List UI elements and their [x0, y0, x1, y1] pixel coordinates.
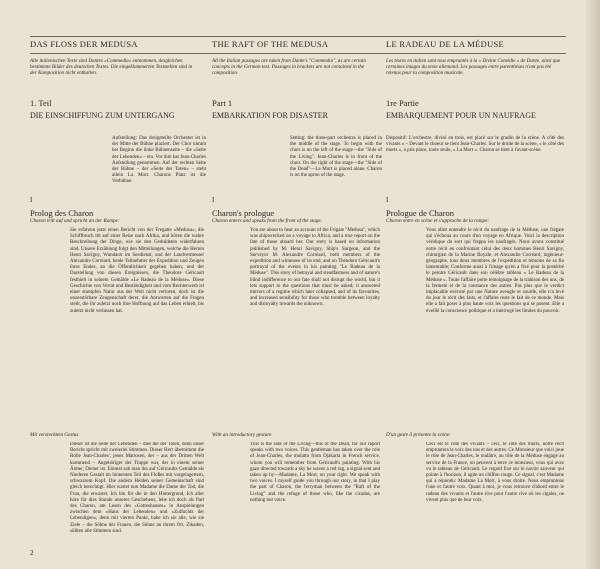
- stage-direction-english: Setting: the three-part orchestra is placed in the middle of the stage. To begin with the choir is on the left of the stage—the "Side of the Living". Jean-Charles is in front of the choir. On the right of the stage—the "Side of the Dead"—La Mort is placed alone. Charon is on the apron of the stage.: [290, 136, 382, 179]
- prologue-french-heading: [386, 208, 564, 224]
- part-label: 1re Partie: [386, 98, 419, 108]
- intro-english: All the Italian passages are taken from Dante's "Commedia", as are certain concepts in the German text. Passages in brackets are not contained in the composition.: [212, 58, 366, 77]
- page-number: 2: [30, 549, 34, 557]
- part1-german: [30, 98, 200, 120]
- page-fold-shadow: [586, 0, 600, 569]
- introduction-text-english: This is the side of the Living—this of the Dead, for our report speaks with two voices. This gentleman has taken over the role of Jean-Charles, the mulatto from Djakarta in French service, whom you will remember from Géricault's painting. With his gaze directed towards a sky he waves a red rag, a signal sent and taken up by—Madame, La Mort, on your right. We speak with two voices. I myself guide you through our story, in that I play the part of Charon, the ferryman between the "Raft of the Living" and the refuge of those who, like the cicadas, are nothing but voice.: [250, 442, 380, 503]
- section-subtitle: Charon tritt auf und spricht an der Rampe:: [30, 218, 120, 224]
- section-subtitle: Charon enters and speaks from the front of the stage.: [212, 218, 323, 224]
- part-label: 1. Teil: [30, 98, 52, 108]
- stage-direction-french: Dispositif: L'orchestre, divisé en trois, est placé sur le gradin de la scène. A côté des vivants » – Devant le choeur se tient Jean-Charles. Sur le droite de la scène, « le côté des morts », a pris place, toute seule, « La Mort ». Charon se tient à l'avant-scène.: [386, 136, 564, 154]
- part-title: DIE EINSCHIFFUNG ZUM UNTERGANG: [30, 111, 175, 120]
- prologue-text-french: Vous allez entendre le récit du naufrage de la Méduse, une frégate qui s'échoua au cours d'un voyage en Afrique. Voici la description véridique du sort qui frappa les naufragés. Nous avons constitué notre récit en confrontant celui des deux hommes Henri Savigny, chirurgien de la Marine Royale, et Alexandre Corréard, ingénieur-géographe, tous deux membres de l'expédition et témoins de sa fin lamentable; Conforme aussi à l'image qu'en a fixé pour la postérité le peintre Géricault dans son célèbre tableau « Le Radeau de la Méduse ». Toute l'affaire porte témoignage de la trahison des uns, de la fermeté et de la constance des autres. Pas plus que le verdict implacable exécuté par une Nature aveugle et sourde, elle n'a levé du jour le récit des faits, et l'affaire reste le fait de ce monde. Mais elle a fait poser à plus haute voix les questions qui se posent. Elle a éveillé la conscience politique et a interrogé les limites du pouvoir.: [426, 228, 564, 314]
- gesture-direction-english: With an introductory gesture: [212, 432, 272, 438]
- section-numeral-french: I: [386, 196, 389, 204]
- prologue-text-english: You are about to hear an account of the Frigate "Medusa", which was shipwrecked on a voyage to Africa, and a true report on the fate of those aboard her. Our story is based on information published by M. Henri Savigny, Ship's Surgeon, and the Surveyor M. Alexandre Corréard, both members of the expedition and witnesses of its end, and on Théodore Géricault's portrayal of the events in his painting "Le Radeau de la Méduse". This story of betrayal and steadfastness and of nature's blind indifference to our fate shall not disrupt the world, but it lets support to the questions that must be asked; it answered mirrors of a regime which later collapsed, and of its favourites, and increased sensibility for those who tremble between loyalty and disloyalty towards the unknown.: [250, 228, 380, 308]
- prologue-text-german: Sie erfahren jetzt einen Bericht von der Fregatte »Medusa«, die Schiffbruch litt auf einer Reise nach Afrika, und hören die wahre Beschreibung der Dinge, wie sie den Geduldeten widerfahren sind. Unsere Erzählung folgt den Mitteilungen, welche die Herren Henri Savigny, Wundarzt im Seedienst, und der Landvermesser Alexandre Corréard, beide Teilnehmer der Expedition und Zeugen ihres Endes, an die Öffentlichkeit gegeben haben, und der Darstellung von diesen Ereignissen, die Théodore Géricault festhielt in seinem Gemälde »Le Radeau de la Méduse«. Diese Geschichte von Verrat und Beständigkeit und vom Rechterwerb ist einer stumpfen Natur aus der Welt nicht verloren, doch ist die unzerstörbare Zeugenschaft derer, die Antworten auf die Fragen stellt, die ihr zuletzt noch ihre Hoffnung auf das Leben erhielt, bis zuletzt nicht verlassen hat.: [70, 228, 204, 314]
- part1-french: [386, 98, 564, 120]
- section-numeral-german: I: [30, 196, 33, 204]
- part-title: EMBARQUEMENT POUR UN NAUFRAGE: [386, 111, 536, 120]
- section-title: Prologue de Charon: [386, 208, 454, 218]
- title-german: DAS FLOSS DER MEDUSA: [30, 39, 138, 49]
- stage-direction-german: Aufstellung: Das dreigeteilte Orchester ist in der Mitte der Bühne plaziert. Der Chor nimmt bei Beginn die linke Bühnenseite – die »Seite der Lebenden« – ein. Vor ihm hat Jean-Charles Aufstellung genommen. Auf der rechten Seite der Bühne – der »Seite der Toten« – steht allein La Mort. Charons Platz ist die Vorbühne.: [112, 136, 206, 185]
- title-english: THE RAFT OF THE MEDUSA: [212, 39, 329, 49]
- title-french: LE RADEAU DE LA MÉDUSE: [386, 39, 505, 49]
- part-label: Part 1: [212, 98, 233, 108]
- prologue-german-heading: [30, 208, 200, 224]
- section-subtitle: Charon entre en scène et s'approche de la rampe:: [386, 218, 490, 224]
- header-rule-bottom: [30, 53, 566, 54]
- intro-german: Alle italienischen Texte sind Dantes »Commedia« entnommen, desgleichen bestimmte Bilder des deutschen Textes. Die eingeklammerten Textstellen sind in der Komposition nicht enthalten.: [30, 58, 193, 77]
- intro-french: Les textes en italien sont tous empruntés à la « Divine Comédie » de Dante, ainsi que certaines images du texte allemand. Les passages entre parenthèses n'ont pas été retenus pour la composition musicale.: [386, 58, 561, 77]
- introduction-text-german: Dieser ist die Seite der Lebenden – dies die der Toten, denn unser Bericht spricht mit zweierlei Stimmen. Dieser Herr übernimmt die Rolle Jean-Charles', jenes Matrosen, der – aus der Dritten Welt kommend – Angehöriger der Truppe war, der in einem seiner Ämter, Diener ist. Einmal sah man ihn auf Géricaults Gemälde als Niederen Gestalt im hintersten Teil des Floßes mit vorgelagertem, schwarzem Kopf. Die andern Helden seiner Gemeinschaft sind gleich berechtigt. Hier wartet nun Madame die Dame der Tod, die Frau, die erwartet. Ich bin für die in den Hintergrund, Ich aller höre für dies Stunde unseres Geschehens, lebe ich doch als Part des Charon, am Lesen des »Gotteshauses« in Anspielungen zwischen dem »Haus der Lebenden« und »Zufluchts der Lebendigen«, denn mit vierten Punkt, habe ich sie alle, wie sie Ziele – die Söhne der Frauen, die Söhne an ihrem Ort, Zikaden, süllten alle Stimmen sind.: [70, 442, 204, 534]
- gesture-direction-french: D'un geste il présente la scène:: [386, 432, 451, 438]
- header-rule-top: [30, 36, 566, 37]
- section-title: Prolog des Charon: [30, 208, 94, 218]
- part-title: EMBARKATION FOR DISASTER: [212, 111, 329, 120]
- part1-english: [212, 98, 382, 120]
- section-title: Charon's prologue: [212, 208, 275, 218]
- prologue-english-heading: [212, 208, 382, 224]
- gesture-direction-german: Mit verstecktem Gestus: [30, 432, 79, 438]
- introduction-text-french: Ceci est le côté des vivants – ceci, le côté des morts, notre récit empruntera la voix des uns et des autres. Ce Monsieur que voici joue le rôle de Jean-Charles, le mulâtre, au rôle de la Méduse engagé au service de la France, on peuvent à terre ce monsieur, vous qui avez vu le tableau de Géricault. Le regard fixé sur le navire sauveur qui pointe à l'horizon, il agite un chiffon rouge. Ce signal, c'est Madame qui a répondu: Madame La Mort, à vous droite. Nous empruntons l'une et l'autre voix. Quant à moi, je vous retrouve d'abord entre le radeau des vivants et l'autre rive pour l'autre rive où les cigales, ne vivent plus que de leur voix.: [426, 442, 564, 503]
- section-numeral-english: I: [212, 196, 215, 204]
